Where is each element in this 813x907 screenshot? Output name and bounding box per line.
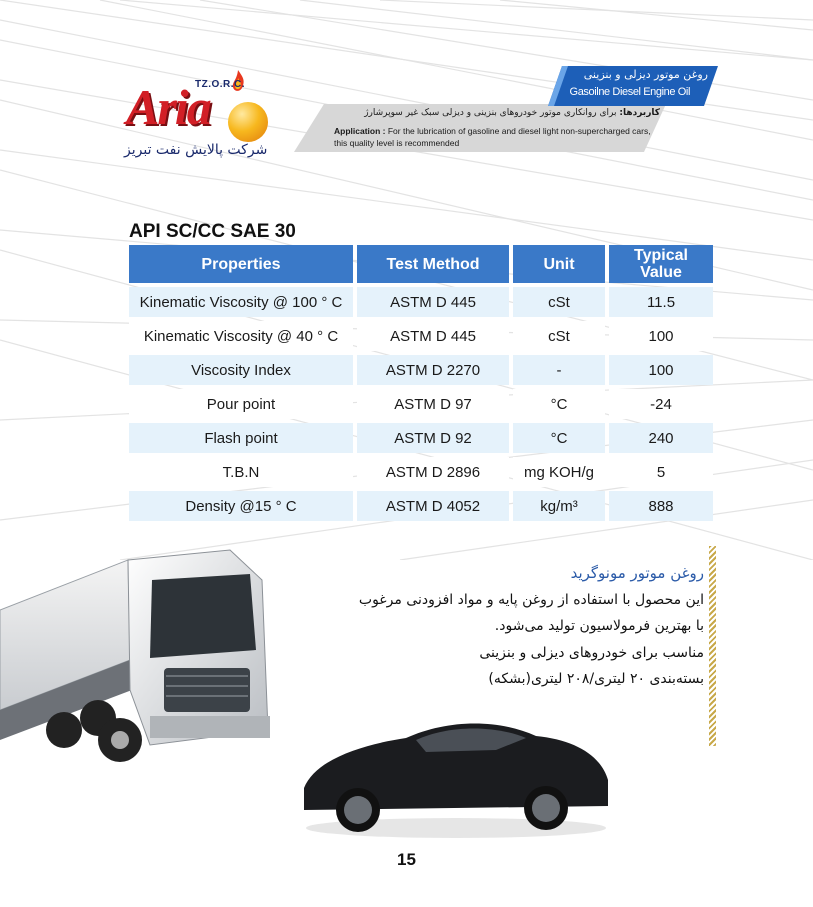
cell-method: ASTM D 2896 [357, 457, 509, 487]
description-line: مناسب برای خودروهای دیزلی و بنزینی [479, 644, 704, 661]
cell-method: ASTM D 4052 [357, 491, 509, 521]
table-row [129, 355, 713, 385]
cell-value: 11.5 [609, 287, 713, 317]
logo-brand: Aria [126, 79, 210, 135]
cell-value: 100 [609, 355, 713, 385]
table-row [129, 457, 713, 487]
cell-method: ASTM D 445 [357, 321, 509, 351]
header-typical-value: Typical Value [609, 245, 713, 283]
usage-fa [330, 108, 660, 118]
application-label: Application : [334, 126, 386, 136]
cell-property: Density @15 ° C [129, 491, 353, 521]
header-test-method: Test Method [357, 245, 509, 283]
application-en [334, 125, 664, 149]
description-line: این محصول با استفاده از روغن پایه و مواد افزودنی مرغوب [358, 591, 704, 608]
product-name-en: Gasoilne Diesel Engine Oil [569, 86, 690, 98]
page-number: 15 [397, 850, 416, 869]
spec-table [125, 241, 717, 525]
table-row [129, 423, 713, 453]
product-description [330, 560, 704, 693]
cell-property: Kinematic Viscosity @ 100 ° C [129, 287, 353, 317]
cell-property: T.B.N [129, 457, 353, 487]
cell-method: ASTM D 445 [357, 287, 509, 317]
cell-value: 100 [609, 321, 713, 351]
cell-value: 5 [609, 457, 713, 487]
product-name-fa: روغن موتور دیزلی و بنزینی [583, 68, 708, 81]
logo-sphere [228, 102, 268, 142]
cell-property: Pour point [129, 389, 353, 419]
cell-unit: °C [513, 423, 605, 453]
aria-logo [120, 66, 280, 166]
usage-text-fa: برای روانکاری موتور خودروهای بنزینی و دیزلی سبک غیر سوپرشارژ [364, 108, 617, 118]
table-header-row [129, 245, 713, 283]
cell-unit: - [513, 355, 605, 385]
cell-method: ASTM D 2270 [357, 355, 509, 385]
cell-method: ASTM D 92 [357, 423, 509, 453]
cell-property: Viscosity Index [129, 355, 353, 385]
cell-method: ASTM D 97 [357, 389, 509, 419]
logo-tagline: TZ.O.R.C. [195, 79, 246, 90]
logo-company-name: شرکت پالایش نفت تبریز [124, 142, 268, 158]
cell-unit: kg/m³ [513, 491, 605, 521]
cell-unit: mg KOH/g [513, 457, 605, 487]
description-line: بسته‌بندی ۲۰ لیتری/۲۰۸ لیتری(بشکه) [488, 671, 704, 687]
cell-unit: °C [513, 389, 605, 419]
cell-unit: cSt [513, 287, 605, 317]
cell-value: -24 [609, 389, 713, 419]
car-image [296, 710, 614, 840]
cell-property: Flash point [129, 423, 353, 453]
table-row [129, 287, 713, 317]
cell-value: 240 [609, 423, 713, 453]
header-unit: Unit [513, 245, 605, 283]
cell-property: Kinematic Viscosity @ 40 ° C [129, 321, 353, 351]
header-properties: Properties [129, 245, 353, 283]
cell-unit: cSt [513, 321, 605, 351]
description-line: با بهترین فرمولاسیون تولید می‌شود. [494, 618, 704, 634]
cell-value: 888 [609, 491, 713, 521]
application-text: For the lubrication of gasoline and diesel light non-supercharged cars, this quality level is recommended [334, 126, 651, 148]
description-title: روغن موتور مونوگرید [570, 564, 704, 582]
table-row [129, 491, 713, 521]
decorative-rule [709, 546, 716, 746]
truck-image [0, 540, 300, 790]
table-row [129, 389, 713, 419]
usage-label-fa: کاربردها: [619, 108, 660, 118]
table-row [129, 321, 713, 351]
spec-title: API SC/CC SAE 30 [129, 221, 296, 242]
